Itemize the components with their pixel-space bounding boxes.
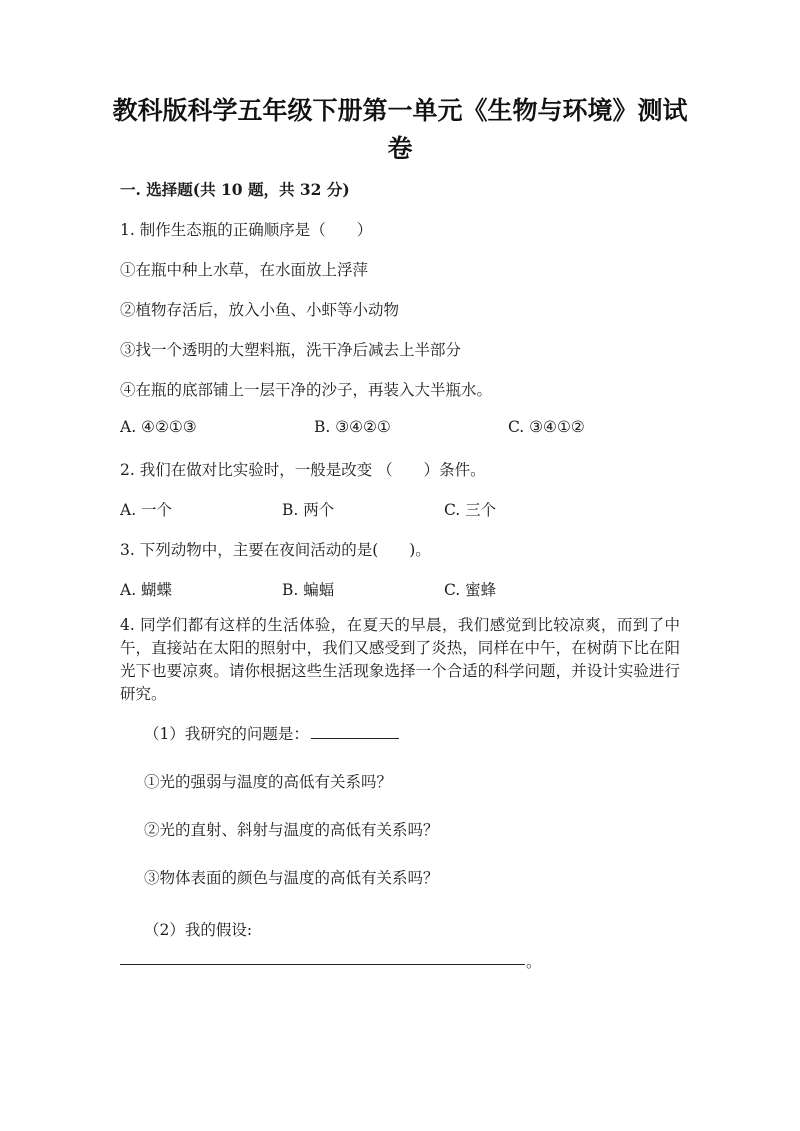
answer-blank[interactable] xyxy=(311,724,399,739)
section-heading: 一. 选择题(共 10 题，共 32 分) xyxy=(120,180,350,199)
question-4-part-1-label: （1）我研究的问题是： xyxy=(144,725,309,743)
question-3-option-a: A. 蝴蝶 xyxy=(120,581,173,599)
question-1-option-c: C. ③④①② xyxy=(508,418,585,436)
page-title: 教科版科学五年级下册第一单元《生物与环境》测试卷 xyxy=(112,96,688,163)
question-2-option-c: C. 三个 xyxy=(444,501,497,519)
question-4-stem: 4. 同学们都有这样的生活体验，在夏天的早晨，我们感觉到比较凉爽，而到了中午，直接站在太阳的照射中，我们又感受到了炎热，同样在中午，在树荫下比在阳光下也要凉爽。请你根据这些生活现象选择一个合适的科学问题，并设计实验进行研究。 xyxy=(120,616,680,703)
question-2-option-b: B. 两个 xyxy=(282,501,335,519)
question-4-question-1: ①光的强弱与温度的高低有关系吗？ xyxy=(144,773,393,791)
question-1-stem: 1. 制作生态瓶的正确顺序是（ ） xyxy=(120,221,373,239)
question-1-step-1: ①在瓶中种上水草，在水面放上浮萍 xyxy=(120,261,369,279)
question-4-part-1 xyxy=(144,722,399,744)
question-3-stem: 3. 下列动物中，主要在夜间活动的是( )。 xyxy=(120,541,431,559)
question-4-question-3: ③物体表面的颜色与温度的高低有关系吗？ xyxy=(144,869,439,887)
question-1-step-2: ②植物存活后，放入小鱼、小虾等小动物 xyxy=(120,301,400,319)
question-3-option-b: B. 蝙蝠 xyxy=(282,581,335,599)
end-mark: 。 xyxy=(526,953,542,971)
hypothesis-answer-line[interactable] xyxy=(120,964,525,965)
question-1-option-a: A. ④②①③ xyxy=(120,418,197,436)
question-2-stem: 2. 我们在做对比实验时，一般是改变 （ ）条件。 xyxy=(120,461,486,479)
question-4-question-2: ②光的直射、斜射与温度的高低有关系吗？ xyxy=(144,821,439,839)
question-1-step-3: ③找一个透明的大塑料瓶，洗干净后减去上半部分 xyxy=(120,341,462,359)
question-1-step-4: ④在瓶的底部铺上一层干净的沙子，再装入大半瓶水。 xyxy=(120,381,493,399)
question-2-option-a: A. 一个 xyxy=(120,501,173,519)
question-4-part-2: （2）我的假设: xyxy=(144,921,253,939)
question-1-option-b: B. ③④②① xyxy=(314,418,391,436)
question-3-option-c: C. 蜜蜂 xyxy=(444,581,497,599)
